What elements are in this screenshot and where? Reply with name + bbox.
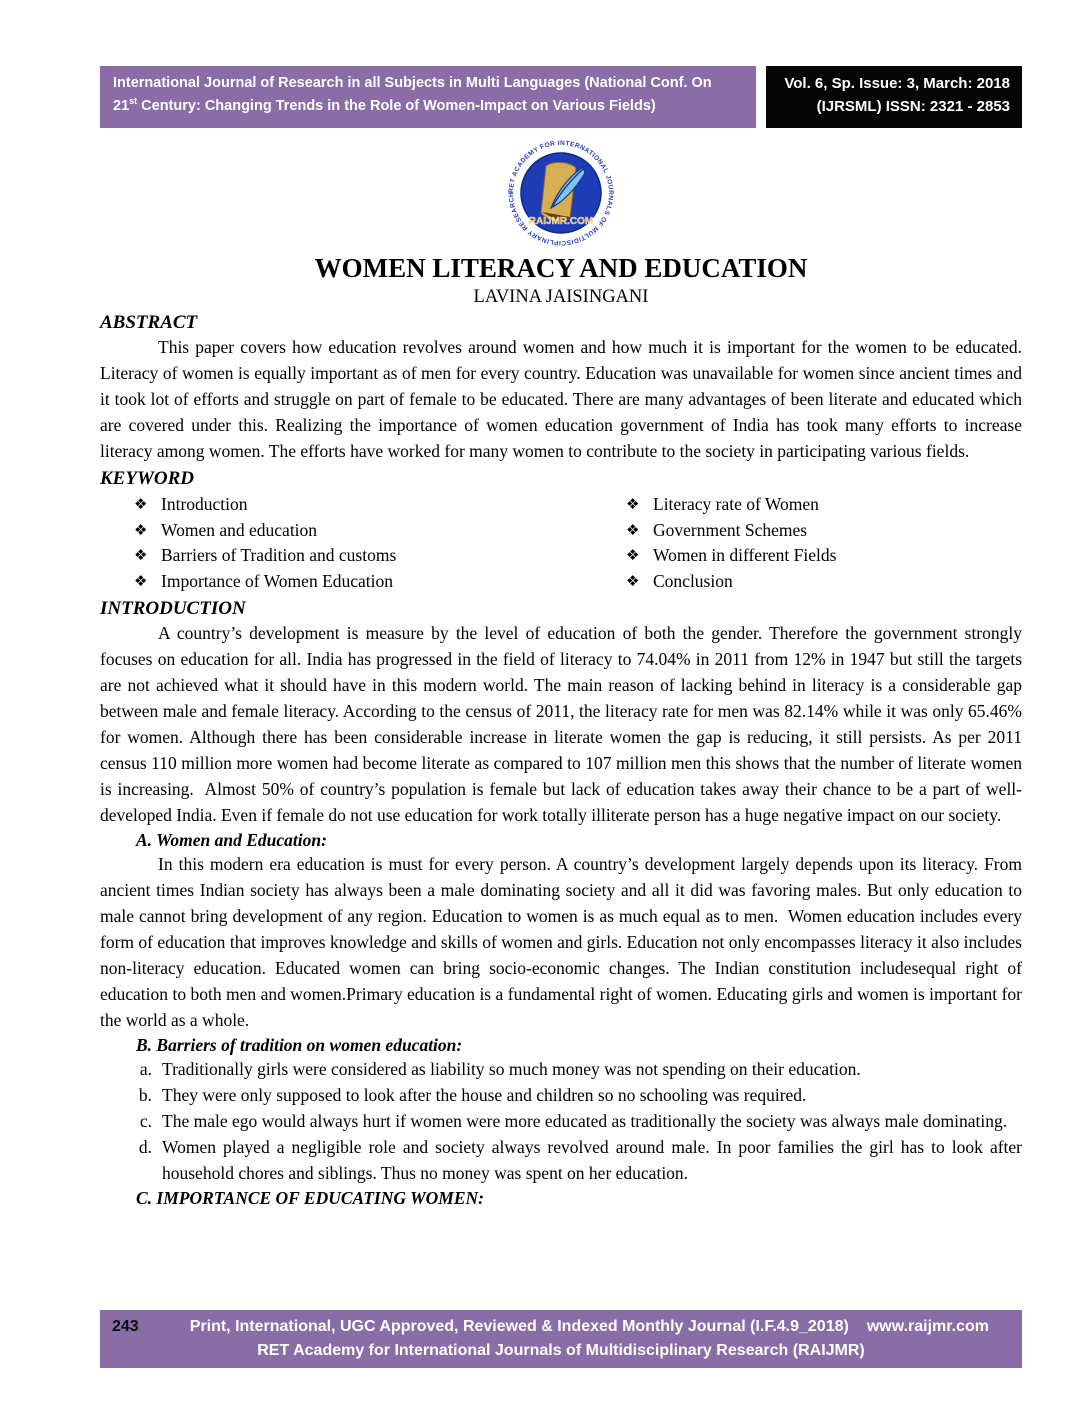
list-item-text: Traditionally girls were considered as liability so much money was not spending on their education. <box>162 1059 861 1079</box>
footer-line1 <box>108 1315 1014 1339</box>
list-item-text: They were only supposed to look after the house and children so no schooling was required. <box>162 1085 807 1105</box>
list-item <box>592 569 1022 595</box>
section-b-list <box>100 1056 1022 1186</box>
list-marker: a. <box>139 1059 152 1079</box>
list-item-text: The male ego would always hurt if women were more educated as traditionally the society was always male dominating. <box>162 1111 1008 1131</box>
issue-issn-line: (IJRSML) ISSN: 2321 - 2853 <box>816 98 1010 115</box>
footer-academy-line: RET Academy for International Journals of Multidisciplinary Research (RAIJMR) <box>257 1342 865 1359</box>
list-item <box>100 1134 1022 1186</box>
footer-site-url: www.raijmr.com <box>866 1318 989 1335</box>
journal-title-line2: 21st Century: Changing Trends in the Role of Women-Impact on Various Fields) <box>113 96 656 114</box>
section-a-heading: A. Women and Education: <box>136 830 327 850</box>
diamond-bullet-icon: ❖ <box>134 520 148 539</box>
list-item <box>592 492 1022 518</box>
svg-text:RET ACADEMY FOR INTERNATIONAL: RET ACADEMY FOR INTERNATIONAL JOURNALS OF MULTIDISCIPLINARY RESEARCH <box>507 140 615 246</box>
list-marker: d. <box>138 1137 152 1157</box>
list-item <box>100 1108 1022 1134</box>
list-item <box>592 543 1022 569</box>
introduction-heading: INTRODUCTION <box>100 598 246 619</box>
logo-site-text: RAIJMR.COM <box>528 216 594 227</box>
page-number: 243 <box>112 1318 139 1335</box>
abstract-paragraph: This paper covers how education revolves around women and how much it is important for the women to be educated. Literacy of women is equally important as of men for every country. Education was unavailable for women since ancient times and it took lot of efforts and struggle on part of female to be educated. There are many advantages of been literate and educated which are covered under this. Realizing the importance of women education government of India has took many efforts to increase literacy among women. The efforts have worked for many women to contribute to the society in participating various fields. <box>100 337 1027 461</box>
keyword-list <box>100 492 1022 594</box>
introduction-paragraph: A country’s development is measure by the level of education of both the gender. Therefore the government strongly focuses on education for all. India has progressed in the field of literacy to 74.04% in 2011 from 12% in 1947 but still the targets are not achieved what it should have in this modern world. The main reason of lacking behind in literacy is a considerable gap between male and female literacy. According to the census of 2011, the literacy rate for men was 82.14% while it was only 65.46% for women. Although there has been considerable increase in literate women the gap is reducing, it still persists. As per 2011 census 110 million more women had become literate as compared to 107 million men this shows that the number of literate women is increasing. Almost 50% of country’s population is female but lack of education takes away their chance to be a part of well-developed India. Even if female do not use education for work totally illiterate person has a huge negative impact on our society. <box>100 623 1027 825</box>
keyword-column-left <box>100 492 592 594</box>
list-item <box>100 1056 1022 1082</box>
journal-title-banner <box>100 66 756 128</box>
keyword-label: Conclusion <box>653 570 733 591</box>
page-footer <box>100 1310 1022 1368</box>
diamond-bullet-icon: ❖ <box>626 546 640 564</box>
journal-title-line1: International Journal of Research in all Subjects in Multi Languages (National Conf. On <box>113 75 712 91</box>
list-item <box>100 569 592 595</box>
section-a-paragraph: In this modern era education is must for every person. A country’s development largely depends upon its literacy. From ancient times Indian society has always been a male dominating society and all it did was favoring males. But only education to male cannot bring development of any region. Education to women is as much equal as to men. Women education includes every form of education that improves knowledge and skills of women and girls. Education not only encompasses literacy it also includes non-literacy education. Educated women can bring socio-economic changes. The Indian constitution includesequal right of education to both men and women.Primary education is a fundamental right of women. Educating girls and women is important for the world as a whole. <box>100 854 1027 1030</box>
keyword-heading: KEYWORD <box>100 468 194 489</box>
keyword-column-right <box>592 492 1022 594</box>
keyword-label: Government Schemes <box>653 519 808 540</box>
keyword-label: Introduction <box>161 494 248 514</box>
raijmr-logo-icon <box>486 140 636 246</box>
list-item <box>592 518 1022 544</box>
diamond-bullet-icon: ❖ <box>626 571 640 590</box>
diamond-bullet-icon: ❖ <box>134 571 148 590</box>
footer-journal-info: Print, International, UGC Approved, Reviewed & Indexed Monthly Journal (I.F.4.9_2018) www.raijmr.com <box>189 1318 989 1335</box>
keyword-label: Literacy rate of Women <box>653 494 819 514</box>
list-item <box>100 492 592 518</box>
list-item <box>100 518 592 544</box>
list-item <box>100 1082 1022 1108</box>
keyword-label: Importance of Women Education <box>161 570 394 591</box>
issue-volume-line: Vol. 6, Sp. Issue: 3, March: 2018 <box>784 75 1010 92</box>
diamond-bullet-icon: ❖ <box>134 546 148 564</box>
keyword-label: Women and education <box>161 519 318 540</box>
list-item <box>100 543 592 569</box>
list-marker: c. <box>139 1111 152 1131</box>
raijmr-logo <box>486 140 636 251</box>
page-header <box>100 66 1022 128</box>
ordinal-superscript: st <box>129 96 138 107</box>
diamond-bullet-icon: ❖ <box>626 495 640 513</box>
list-item-text: Women played a negligible role and society always revolved around male. In poor families the girl has to look after household chores and siblings. Thus no money was spent on her education. <box>162 1137 1022 1183</box>
diamond-bullet-icon: ❖ <box>626 520 640 539</box>
list-marker: b. <box>138 1085 152 1105</box>
paper-author: LAVINA JAISINGANI <box>473 287 649 307</box>
diamond-bullet-icon: ❖ <box>134 495 148 513</box>
paper-title: WOMEN LITERACY AND EDUCATION <box>314 253 808 283</box>
issue-info-banner <box>766 66 1022 128</box>
section-c-heading: C. IMPORTANCE OF EDUCATING WOMEN: <box>136 1188 484 1208</box>
keyword-label: Barriers of Tradition and customs <box>161 545 397 565</box>
keyword-label: Women in different Fields <box>653 545 837 565</box>
abstract-heading: ABSTRACT <box>100 312 198 333</box>
section-b-heading: B. Barriers of tradition on women education: <box>136 1035 463 1055</box>
